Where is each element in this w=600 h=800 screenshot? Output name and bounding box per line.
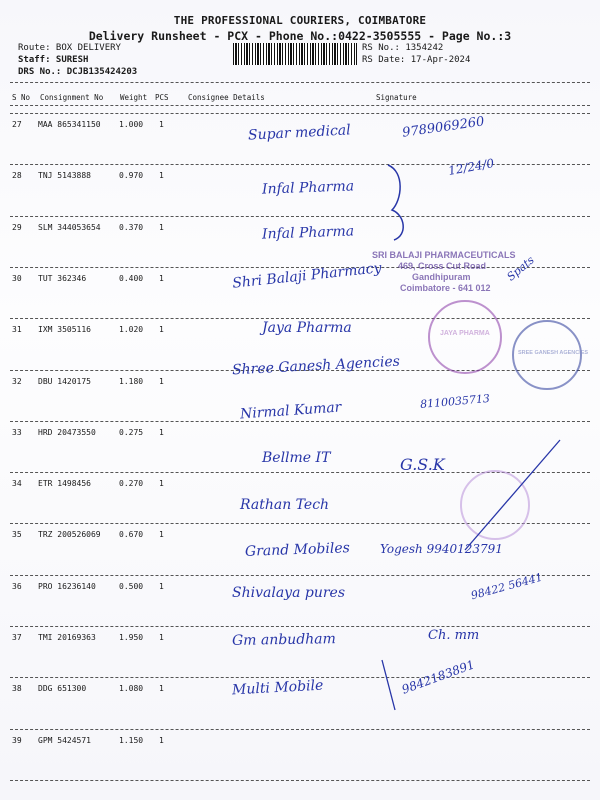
row-divider xyxy=(10,164,590,165)
consignee-handwritten: Supar medical xyxy=(247,122,352,144)
consignee-handwritten: Shri Balaji Pharmacy xyxy=(231,260,383,292)
cell-sno: 37 xyxy=(12,633,22,642)
row-divider xyxy=(10,216,590,217)
row-divider xyxy=(10,421,590,422)
cell-sno: 31 xyxy=(12,325,22,335)
cell-weight: 0.275 xyxy=(119,427,144,437)
cell-pcs: 1 xyxy=(159,581,164,591)
cell-sno: 39 xyxy=(12,735,22,745)
col-weight: Weight xyxy=(120,93,148,102)
signature-36: Yogesh 9940123791 xyxy=(380,542,503,556)
cell-weight: 0.500 xyxy=(119,581,144,591)
runsheet-meta-right xyxy=(362,42,470,66)
signature-38: Ch. mm xyxy=(428,628,480,643)
cell-consignment: TRZ 200526069 xyxy=(38,530,101,540)
stamp-purple xyxy=(460,470,530,540)
cell-sno: 29 xyxy=(12,222,22,232)
stamp-balaji xyxy=(372,250,516,294)
table-row xyxy=(0,171,600,221)
consignee-handwritten: Multi Mobile xyxy=(231,677,324,699)
cell-consignment: TNJ 5143888 xyxy=(38,171,91,181)
cell-weight: 1.000 xyxy=(119,120,144,129)
cell-sno: 38 xyxy=(12,684,22,694)
cell-pcs: 1 xyxy=(159,479,164,489)
consignee-handwritten: Jaya Pharma xyxy=(262,320,352,336)
cell-sno: 33 xyxy=(12,427,22,437)
cell-pcs: 1 xyxy=(159,735,164,745)
cell-pcs: 1 xyxy=(159,222,164,232)
cell-weight: 1.080 xyxy=(119,684,144,694)
cell-weight: 0.670 xyxy=(119,530,144,540)
cell-consignment: PRO 16236140 xyxy=(38,581,96,591)
consignee-handwritten: Shivalaya pures xyxy=(232,585,346,601)
cell-weight: 0.970 xyxy=(119,171,144,181)
col-sno: S No xyxy=(12,93,31,102)
col-pcs: PCS xyxy=(155,93,169,102)
table-row xyxy=(0,736,600,786)
stamp-line: 469, Cross Cut Road xyxy=(398,261,487,271)
cell-pcs: 1 xyxy=(159,120,164,129)
cell-sno: 27 xyxy=(12,120,22,129)
cell-weight: 1.950 xyxy=(119,633,144,642)
divider xyxy=(10,82,590,83)
rs-date-label: RS Date: 17-Apr-2024 xyxy=(362,55,471,65)
stamp-ganesh xyxy=(512,320,589,390)
stamp-ganesh-text: SREE GANESH AGENCIES xyxy=(518,350,589,356)
cell-pcs: 1 xyxy=(159,273,164,283)
cell-consignment: GPM 5424571 xyxy=(38,735,91,745)
cell-sno: 34 xyxy=(12,479,22,489)
cell-consignment: DDG 651300 xyxy=(38,684,87,694)
signature-39: 9842183891 xyxy=(399,657,477,697)
consignee-handwritten: Shree Ganesh Agencies xyxy=(231,353,401,379)
stamp-jaya-text: JAYA PHARMA xyxy=(440,330,490,337)
stamp-line: Gandhipuram xyxy=(412,272,471,282)
route-label: Route: BOX DELIVERY xyxy=(18,43,121,53)
cell-consignment: DBU 1420175 xyxy=(38,376,91,386)
cell-pcs: 1 xyxy=(159,376,164,386)
consignee-handwritten: Rathan Tech xyxy=(240,497,330,513)
row-divider xyxy=(10,575,590,576)
consignee-handwritten: Infal Pharma xyxy=(261,178,355,198)
cell-sno: 28 xyxy=(12,171,22,181)
col-signature: Signature xyxy=(376,93,417,102)
cell-weight: 1.180 xyxy=(119,376,144,386)
cell-consignment: ETR 1498456 xyxy=(38,479,91,489)
cell-consignment: TMI 20169363 xyxy=(38,633,96,642)
row-divider xyxy=(10,113,590,114)
cell-consignment: IXM 3505116 xyxy=(38,325,91,335)
cell-weight: 0.270 xyxy=(119,479,144,489)
barcode-image xyxy=(233,43,357,65)
cell-weight: 0.370 xyxy=(119,222,144,232)
cell-pcs: 1 xyxy=(159,684,164,694)
consignee-handwritten: Nirmal Kumar xyxy=(239,399,342,423)
signature-34: G.S.K xyxy=(400,455,445,474)
cell-pcs: 1 xyxy=(159,427,164,437)
cell-pcs: 1 xyxy=(159,530,164,540)
stamp-line: Coimbatore - 641 012 xyxy=(400,283,491,293)
signature-37: 98422 56441 xyxy=(469,570,544,603)
cell-sno: 35 xyxy=(12,530,22,540)
consignee-handwritten: Infal Pharma xyxy=(261,223,355,243)
stamp-jaya xyxy=(428,300,502,374)
row-divider xyxy=(10,626,590,627)
row-divider xyxy=(10,780,590,781)
cell-consignment: HRD 20473550 xyxy=(38,427,96,437)
signature-27: 9789069260 xyxy=(401,114,486,141)
signature-28: 12/24/0 xyxy=(447,156,496,178)
cell-sno: 30 xyxy=(12,273,22,283)
cell-pcs: 1 xyxy=(159,171,164,181)
divider xyxy=(10,105,590,106)
consignee-handwritten: Bellme IT xyxy=(262,450,331,466)
cell-weight: 1.020 xyxy=(119,325,144,335)
stamp-line: SRI BALAJI PHARMACEUTICALS xyxy=(372,250,516,260)
cell-sno: 36 xyxy=(12,581,22,591)
signature-33: 8110035713 xyxy=(419,391,491,412)
signature-30: Spats xyxy=(504,253,537,284)
staff-label: Staff: SURESH xyxy=(18,55,89,65)
rs-no-label: RS No.: 1354242 xyxy=(362,43,444,53)
consignee-handwritten: Gm anbudham xyxy=(231,631,336,649)
row-divider xyxy=(10,729,590,730)
runsheet-subtitle: Delivery Runsheet - PCX - Phone No.:0422-3505555 - Page No.:3 xyxy=(88,29,512,43)
cell-pcs: 1 xyxy=(159,633,164,642)
drs-label: DRS No.: DCJB135424203 xyxy=(18,67,138,77)
cell-consignment: SLM 344053654 xyxy=(38,222,101,232)
cell-sno: 32 xyxy=(12,376,22,386)
cell-pcs: 1 xyxy=(159,325,164,335)
cell-consignment: MAA 865341150 xyxy=(38,120,101,129)
runsheet-meta-left xyxy=(18,42,137,78)
cell-weight: 0.400 xyxy=(119,273,144,283)
col-consignee: Consignee Details xyxy=(188,93,265,102)
col-consignment: Consignment No xyxy=(40,93,104,102)
cell-consignment: TUT 362346 xyxy=(38,273,87,283)
consignee-handwritten: Grand Mobiles xyxy=(244,540,351,560)
company-title: THE PROFESSIONAL COURIERS, COIMBATORE xyxy=(173,14,427,27)
cell-weight: 1.150 xyxy=(119,735,144,745)
